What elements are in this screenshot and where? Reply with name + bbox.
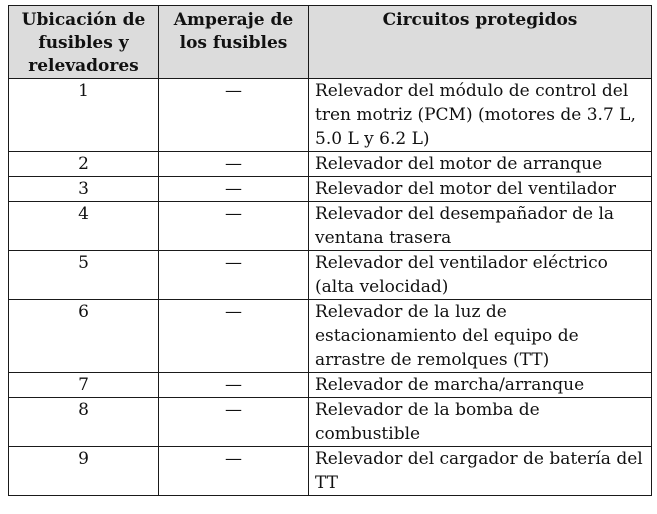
- row-number: 8: [9, 398, 159, 447]
- row-amperage: —: [159, 202, 309, 251]
- row-amperage: —: [159, 398, 309, 447]
- row-circuit: Relevador del motor de arranque: [309, 152, 652, 177]
- row-amperage: —: [159, 152, 309, 177]
- row-number: 3: [9, 177, 159, 202]
- row-amperage: —: [159, 373, 309, 398]
- row-circuit: Relevador del desempañador de la ventana trasera: [309, 202, 652, 251]
- row-number: 9: [9, 447, 159, 496]
- table-row: [9, 447, 652, 496]
- header-circuits: Circuitos protegidos: [309, 6, 652, 79]
- row-amperage: —: [159, 177, 309, 202]
- table-row: [9, 79, 652, 152]
- table-row: [9, 398, 652, 447]
- row-circuit: Relevador del ventilador eléctrico (alta velocidad): [309, 251, 652, 300]
- row-number: 5: [9, 251, 159, 300]
- row-circuit: Relevador del módulo de control del tren motriz (PCM) (motores de 3.7 L, 5.0 L y 6.2 L): [309, 79, 652, 152]
- table-row: [9, 300, 652, 373]
- row-circuit: Relevador del motor del ventilador: [309, 177, 652, 202]
- row-number: 1: [9, 79, 159, 152]
- table-row: [9, 202, 652, 251]
- table-row: [9, 177, 652, 202]
- row-circuit: Relevador de marcha/arranque: [309, 373, 652, 398]
- row-circuit: Relevador del cargador de batería del TT: [309, 447, 652, 496]
- table-row: [9, 373, 652, 398]
- row-number: 4: [9, 202, 159, 251]
- row-number: 2: [9, 152, 159, 177]
- row-amperage: —: [159, 251, 309, 300]
- table-row: [9, 152, 652, 177]
- row-amperage: —: [159, 79, 309, 152]
- row-number: 7: [9, 373, 159, 398]
- table-row: [9, 251, 652, 300]
- row-amperage: —: [159, 447, 309, 496]
- fuse-relay-table: [8, 5, 652, 496]
- row-number: 6: [9, 300, 159, 373]
- row-circuit: Relevador de la luz de estacionamiento del equipo de arrastre de remolques (TT): [309, 300, 652, 373]
- header-amperage: Amperaje de los fusibles: [159, 6, 309, 79]
- table-header-row: [9, 6, 652, 79]
- row-amperage: —: [159, 300, 309, 373]
- row-circuit: Relevador de la bomba de combustible: [309, 398, 652, 447]
- header-location: Ubicación de fusibles y relevadores: [9, 6, 159, 79]
